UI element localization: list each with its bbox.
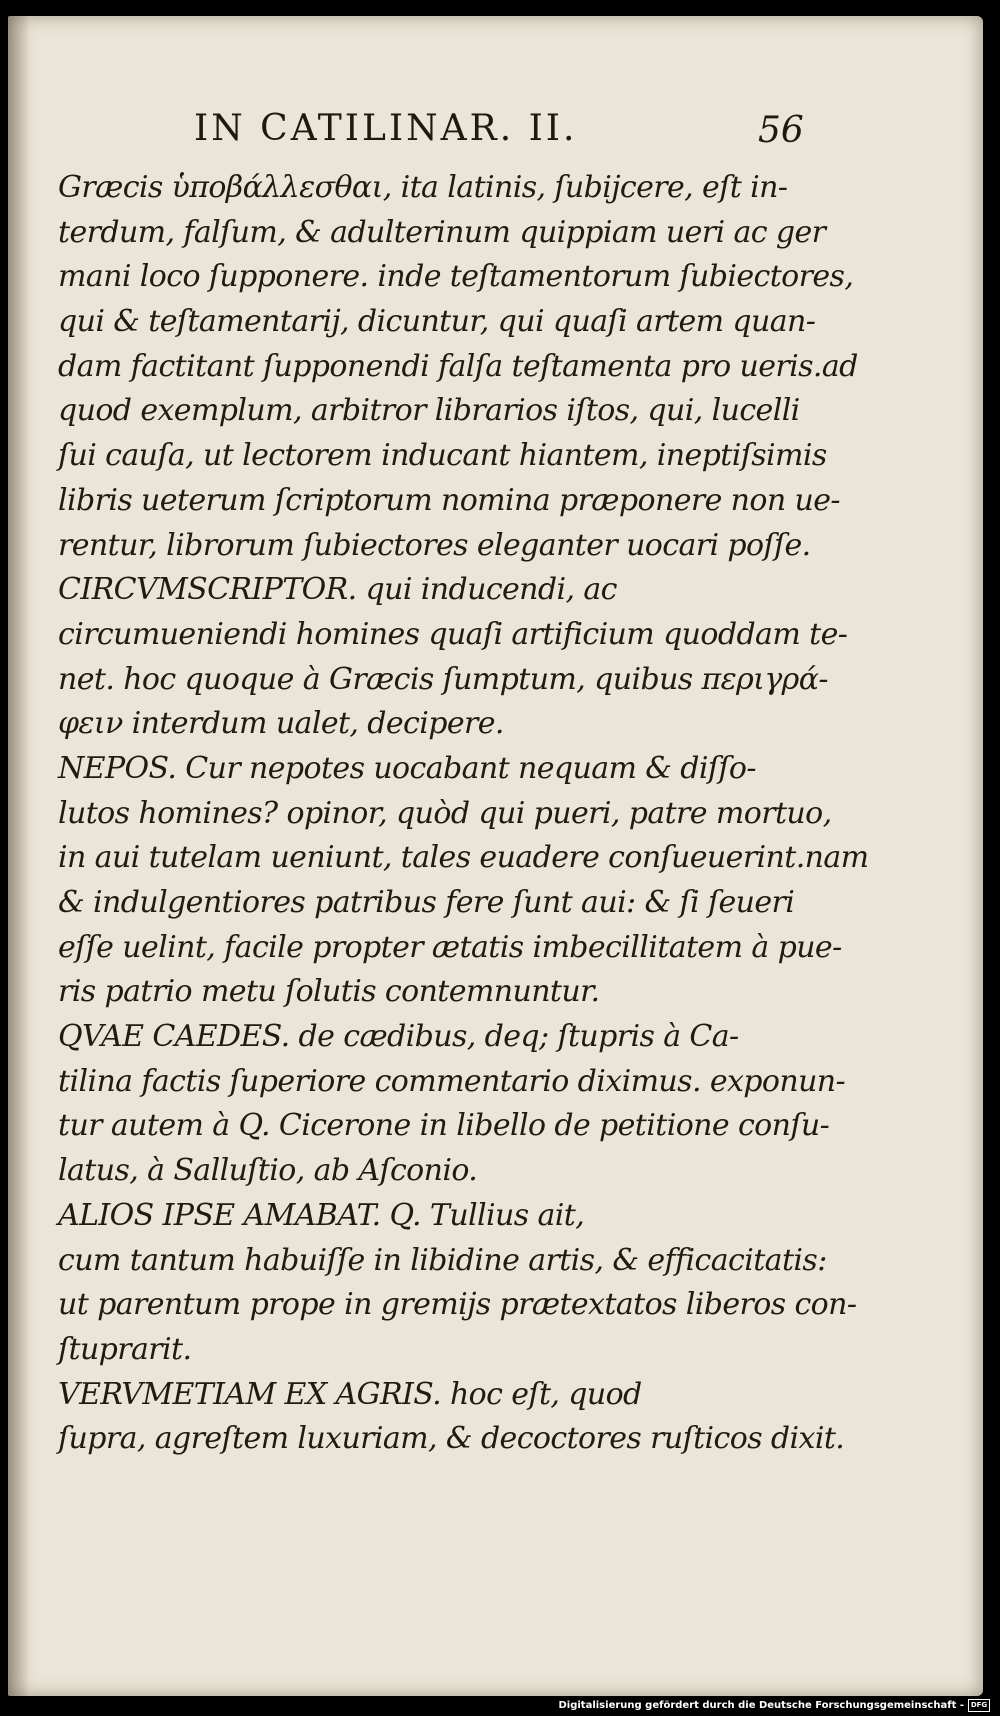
text-line: cum tantum habuiſſe in libidine artis, & efficacitatis: bbox=[58, 1242, 827, 1278]
text-line: terdum, falſum, & adulterinum quippiam ueri ac ger bbox=[58, 214, 826, 250]
dfg-logo: DFG bbox=[968, 1699, 990, 1712]
text-line: φειν interdum ualet, decipere. bbox=[58, 706, 504, 742]
page-number: 56 bbox=[758, 110, 804, 151]
page-header bbox=[188, 108, 804, 168]
text-line: ſtuprarit. bbox=[58, 1331, 192, 1367]
text-line: qui & teſtamentarij, dicuntur, qui quaſi artem quan- bbox=[58, 304, 816, 340]
text-line: in aui tutelam ueniunt, tales euadere conſueuerint.nam bbox=[58, 840, 869, 876]
text-line: ut parentum prope in gremijs prætextatos liberos con- bbox=[58, 1287, 857, 1323]
text-line: ris patrio metu ſolutis contemnuntur. bbox=[58, 974, 600, 1010]
text-line: mani loco ſupponere. inde teſtamentorum ſubiectores, bbox=[58, 259, 854, 295]
funding-credit: Digitalisierung gefördert durch die Deutsche Forschungsgemeinschaft - bbox=[558, 1699, 964, 1711]
body-text bbox=[58, 166, 869, 1462]
book-page bbox=[8, 16, 983, 1696]
text-line: latus, à Salluſtio, ab Aſconio. bbox=[58, 1153, 478, 1189]
running-head: IN CATILINAR. II. bbox=[194, 108, 578, 149]
text-line: net. hoc quoque à Græcis ſumptum, quibus περιγρά- bbox=[58, 661, 828, 697]
text-line: tur autem à Q. Cicerone in libello de petitione conſu- bbox=[58, 1108, 830, 1144]
text-line: libris ueterum ſcriptorum nomina præponere non ue- bbox=[58, 482, 840, 518]
text-line: & indulgentiores patribus fere ſunt aui: & ſi ſeueri bbox=[58, 885, 795, 920]
text-line: lutos homines? opinor, quòd qui pueri, patre mortuo, bbox=[58, 795, 832, 831]
text-line: dam factitant ſupponendi falſa teſtamenta pro ueris.ad bbox=[58, 348, 858, 384]
text-line: ſui cauſa, ut lectorem inducant hiantem, ineptiſsimis bbox=[58, 438, 827, 474]
text-line: NEPOS. Cur nepotes uocabant nequam & diſſo- bbox=[58, 750, 756, 786]
text-line: rentur, librorum ſubiectores eleganter uocari poſſe. bbox=[58, 527, 811, 563]
text-line: circumueniendi homines quaſi artificium quoddam te- bbox=[58, 616, 848, 652]
text-line: CIRCVMSCRIPTOR. qui inducendi, ac bbox=[58, 572, 617, 608]
text-line: Græcis ὑποβάλλεσθαι, ita latinis, ſubijcere, eſt in- bbox=[58, 170, 788, 205]
text-line: QVAE CAEDES. de cædibus, deq; ſtupris à Ca- bbox=[58, 1019, 739, 1055]
text-line: ALIOS IPSE AMABAT. Q. Tullius ait, bbox=[58, 1197, 585, 1233]
text-line: tilina factis ſuperiore commentario diximus. exponun- bbox=[58, 1063, 846, 1099]
text-line: eſſe uelint, facile propter ætatis imbecillitatem à pue- bbox=[58, 929, 842, 965]
text-line: ſupra, agreſtem luxuriam, & decoctores ruſticos dixit. bbox=[58, 1421, 845, 1457]
text-line: VERVMETIAM EX AGRIS. hoc eſt, quod bbox=[58, 1376, 642, 1412]
text-line: quod exemplum, arbitror librarios iſtos, qui, lucelli bbox=[58, 393, 800, 429]
footer bbox=[558, 1696, 990, 1714]
